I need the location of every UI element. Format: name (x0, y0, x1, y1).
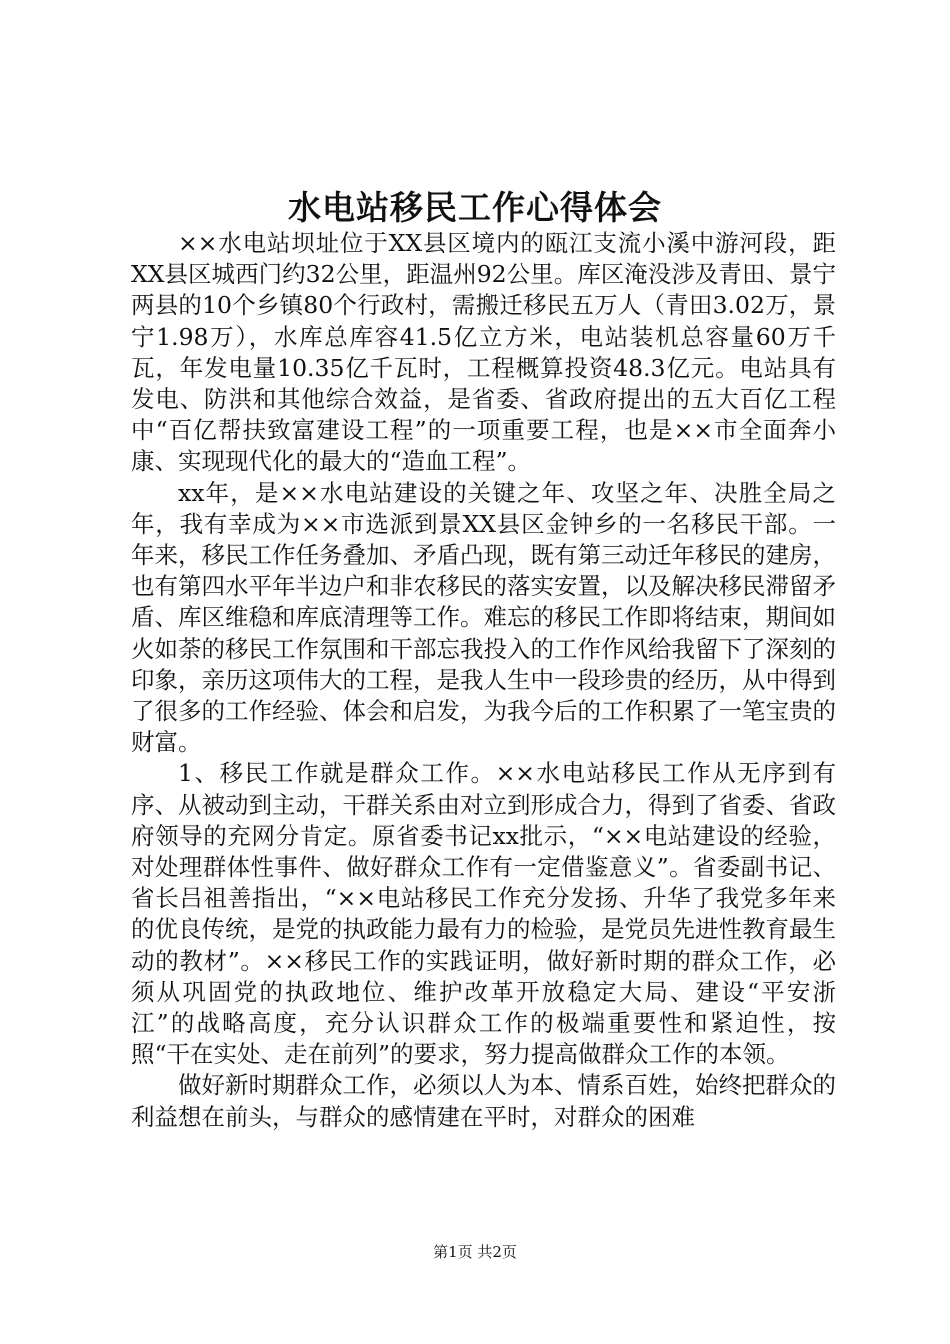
page-number-footer: 第1页 共2页 (433, 1243, 517, 1261)
paragraph-point-1: 1、移民工作就是群众工作。××水电站移民工作从无序到有序、从被动到主动，干群关系由对立到形成合力，得到了省委、省政府领导的充网分肯定。原省委书记xx批示，“××电站建设的经验，对处理群体性事件、做好群众工作有一定借鉴意义”。省委副书记、省长吕祖善指出，“××电站移民工作充分发扬、升华了我党多年来的优良传统，是党的执政能力最有力的检验，是党员先进性教育最生动的教材”。××移民工作的实践证明，做好新时期的群众工作，必须从巩固党的执政地位、维护改革开放稳定大局、建设“平安浙江”的战略高度，充分认识群众工作的极端重要性和紧迫性，按照“干在实处、走在前列”的要求，努力提高做群众工作的本领。 (131, 759, 836, 1069)
document-title: 水电站移民工作心得体会 (288, 188, 662, 227)
paragraph-experience: xx年，是××水电站建设的关键之年、攻坚之年、决胜全局之年，我有幸成为××市选派到景XX县区金钟乡的一名移民干部。一年来，移民工作任务叠加、矛盾凸现，既有第三动迁年移民的建房，也有第四水平年半边户和非农移民的落实安置，以及解决移民滞留矛盾、库区维稳和库底清理等工作。难忘的移民工作即将结束，期间如火如荼的移民工作氛围和干部忘我投入的工作作风给我留下了深刻的印象，亲历这项伟大的工程，是我人生中一段珍贵的经历，从中得到了很多的工作经验、体会和启发，为我今后的工作积累了一笔宝贵的财富。 (131, 478, 836, 757)
document-body (131, 228, 836, 1133)
paragraph-mass-work: 做好新时期群众工作，必须以人为本、情系百姓，始终把群众的利益想在前头，与群众的感情建在平时，对群众的困难 (131, 1071, 836, 1131)
paragraph-intro: ××水电站坝址位于XX县区境内的瓯江支流小溪中游河段，距XX县区城西门约32公里，距温州92公里。库区淹没涉及青田、景宁两县的10个乡镇80个行政村，需搬迁移民五万人（青田3.02万，景宁1.98万），水库总库容41.5亿立方米，电站装机总容量60万千瓦，年发电量10.35亿千瓦时，工程概算投资48.3亿元。电站具有发电、防洪和其他综合效益，是省委、省政府提出的五大百亿工程中“百亿帮扶致富建设工程”的一项重要工程，也是××市全面奔小康、实现现代化的最大的“造血工程”。 (131, 229, 836, 476)
